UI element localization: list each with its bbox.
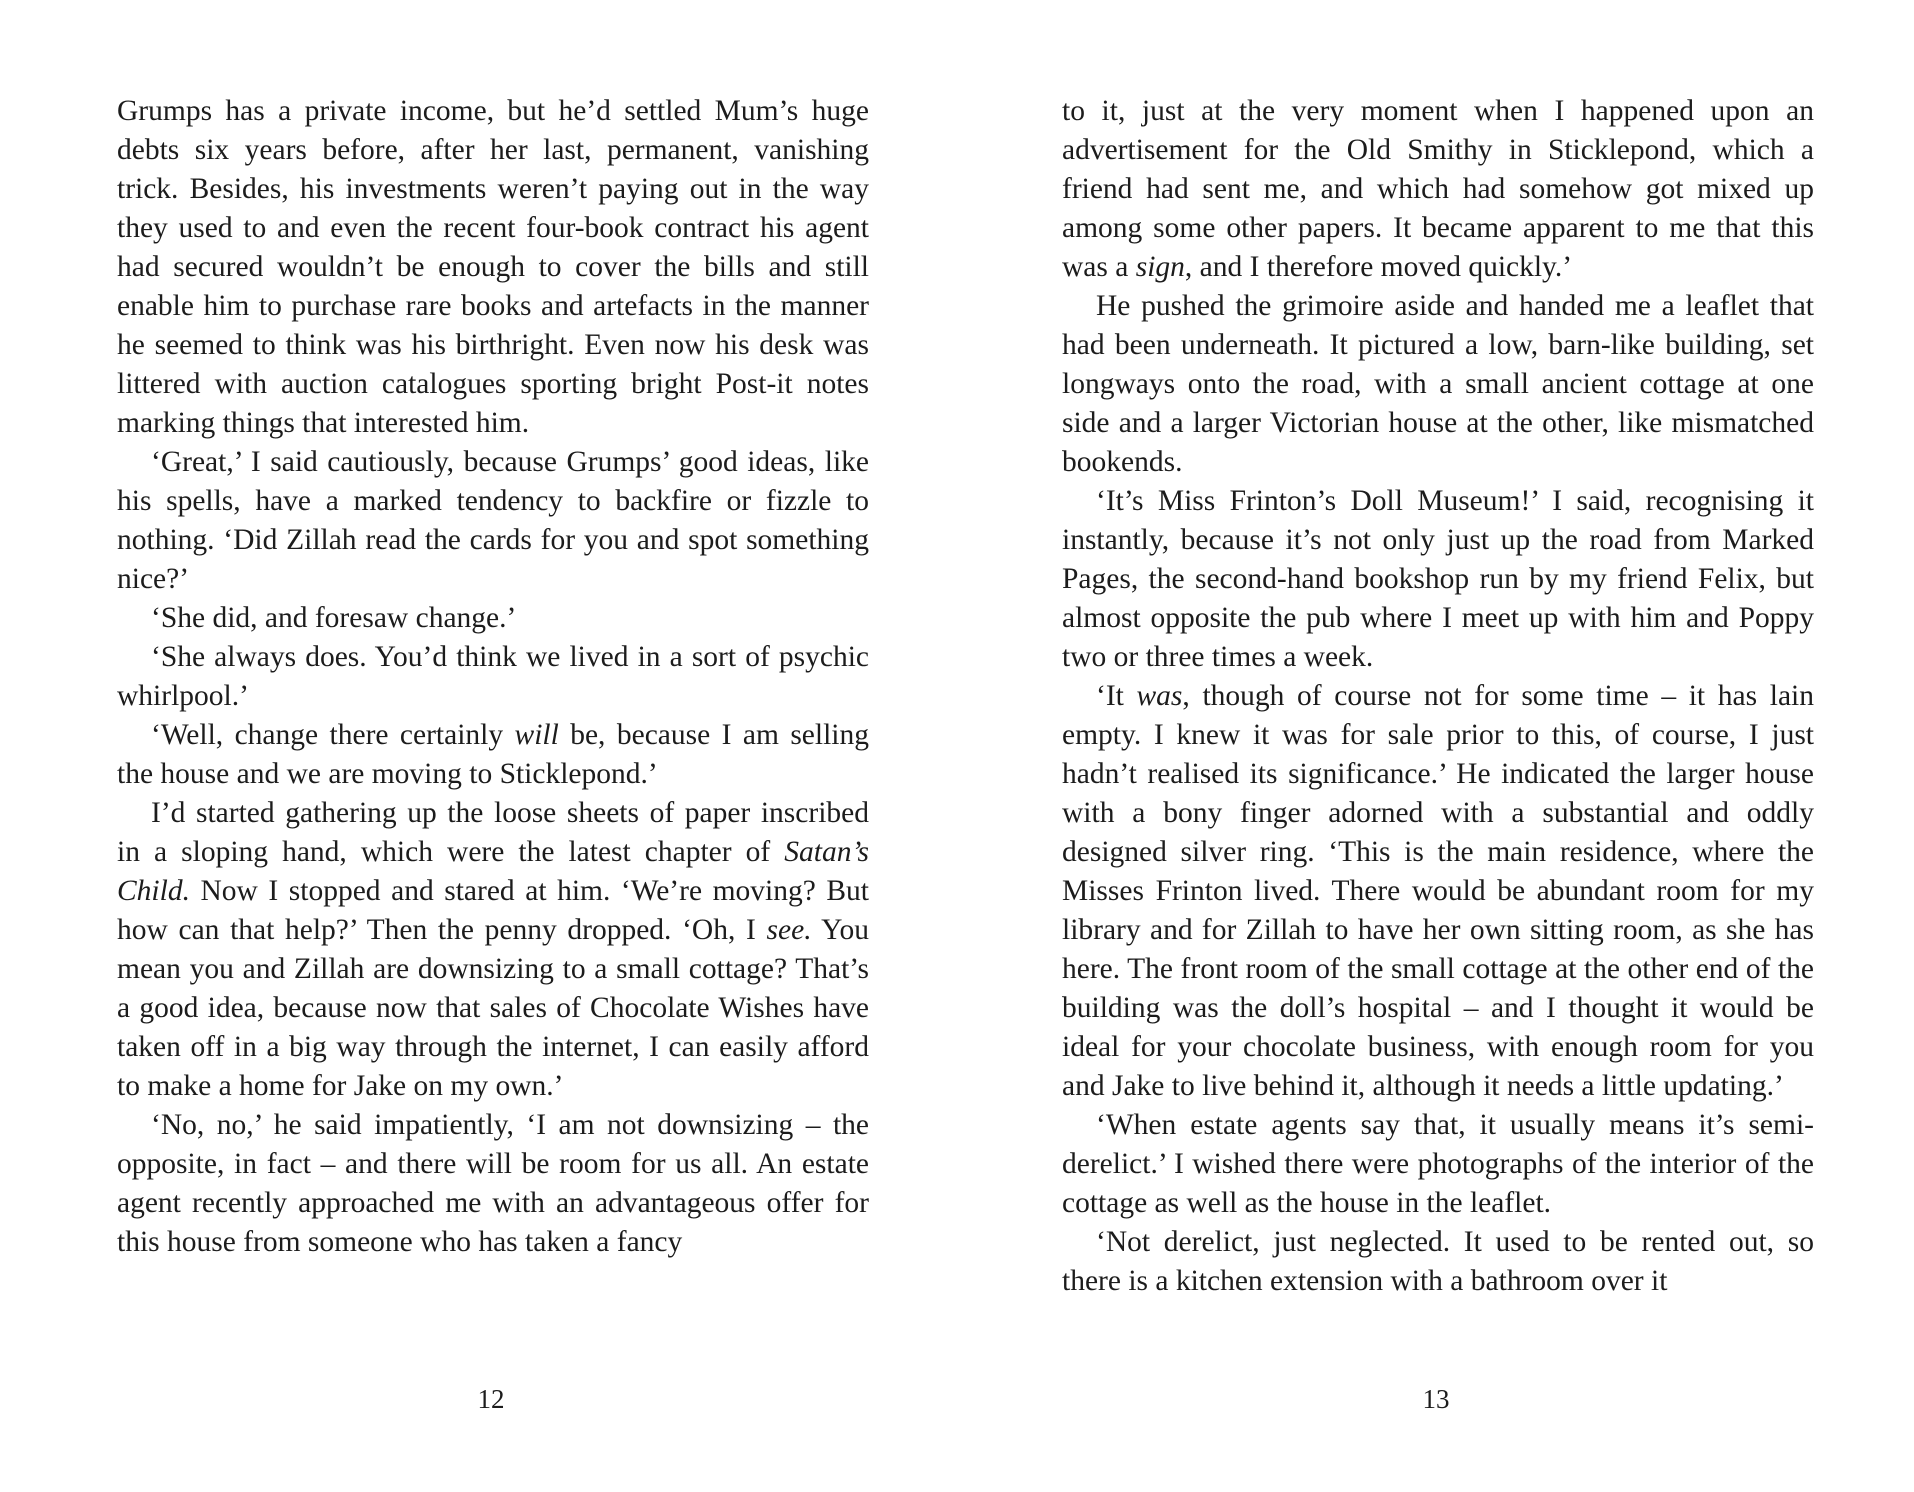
paragraph — [117, 1106, 869, 1262]
paragraph — [117, 794, 869, 1106]
text-run: ‘She did, and foresaw change.’ — [151, 602, 517, 634]
text-run: be, because I am selling the house and we are moving to Sticklepond.’ — [117, 719, 869, 790]
paragraph — [117, 443, 869, 599]
paragraph — [1062, 92, 1814, 287]
italic-text-run: sign — [1135, 251, 1185, 283]
italic-text-run: will — [514, 719, 559, 751]
text-run: You mean you and Zillah are downsizing to a small cottage? That’s a good idea, because now that sales of Chocolate Wishes have taken off in a big way through the internet, I can easily afford to make a home for Jake on my own.’ — [117, 914, 870, 1102]
text-run: ‘Great,’ I said cautiously, because Grumps’ good ideas, like his spells, have a marked tendency to backfire or fizzle to nothing. ‘Did Zillah read the cards for you and spot something nice?’ — [117, 446, 869, 595]
right-page — [1062, 92, 1814, 1301]
page-number-left: 12 — [477, 1384, 505, 1414]
paragraph — [117, 716, 869, 794]
paragraph — [1062, 677, 1814, 1106]
italic-text-run: see. — [766, 914, 812, 946]
text-run: ‘When estate agents say that, it usually means it’s semi-derelict.’ I wished there were photographs of the interior of the cottage as well as the house in the leaflet. — [1062, 1109, 1814, 1219]
paragraph — [117, 638, 869, 716]
left-page-body — [117, 92, 869, 1262]
text-run: He pushed the grimoire aside and handed me a leaflet that had been underneath. It pictured a low, barn-like building, set longways onto the road, with a small ancient cottage at one side and a larger Victorian house at the other, like mismatched bookends. — [1062, 290, 1814, 478]
text-run: ‘It — [1096, 680, 1137, 712]
text-run: ‘Not derelict, just neglected. It used to be rented out, so there is a kitchen extension with a bathroom over it — [1062, 1226, 1814, 1297]
text-run: to it, just at the very moment when I happened upon an advertisement for the Old Smithy in Sticklepond, which a friend had sent me, and which had somehow got mixed up among some other papers. It became apparent to me that this was a — [1062, 95, 1814, 283]
paragraph — [117, 92, 869, 443]
text-run: Grumps has a private income, but he’d settled Mum’s huge debts six years before, after her last, permanent, vanishing trick. Besides, his investments weren’t paying out in the way they used to and even the recent four-book contract his agent had secured wouldn’t be enough to cover the bills and still enable him to purchase rare books and artefacts in the manner he seemed to think was his birthright. Even now his desk was littered with auction catalogues sporting bright Post-it notes marking things that interested him. — [117, 95, 869, 439]
left-page — [117, 92, 869, 1262]
text-run: ‘She always does. You’d think we lived in a sort of psychic whirlpool.’ — [117, 641, 869, 712]
paragraph — [117, 599, 869, 638]
text-run: , though of course not for some time – it has lain empty. I knew it was for sale prior to this, of course, I just hadn’t realised its significance.’ He indicated the larger house with a bony finger adorned with a substantial and oddly designed silver ring. ‘This is the main residence, where the Misses Frinton lived. There would be abundant room for my library and for Zillah to have her own sitting room, as she has here. The front room of the small cottage at the other end of the building was the doll’s hospital – and I thought it would be ideal for your chocolate business, with enough room for you and Jake to live behind it, although it needs a little updating.’ — [1062, 680, 1814, 1102]
text-run: I’d started gathering up the loose sheets of paper inscribed in a sloping hand, which were the latest chapter of — [117, 797, 869, 868]
text-run: ‘Well, change there certainly — [151, 719, 515, 751]
paragraph — [1062, 1223, 1814, 1301]
text-run: Now I stopped and stared at him. ‘We’re moving? But how can that help?’ Then the penny dropped. ‘Oh, I — [117, 875, 869, 946]
paragraph — [1062, 287, 1814, 482]
paragraph — [1062, 1106, 1814, 1223]
text-run: ‘No, no,’ he said impatiently, ‘I am not downsizing – the opposite, in fact – and there will be room for us all. An estate agent recently approached me with an advantageous offer for this house from someone who has taken a fancy — [117, 1109, 869, 1258]
italic-text-run: Satan’s Child. — [117, 836, 869, 907]
text-run: , and I therefore moved quickly.’ — [1184, 251, 1573, 283]
right-page-body — [1062, 92, 1814, 1301]
text-run: ‘It’s Miss Frinton’s Doll Museum!’ I said, recognising it instantly, because it’s not only just up the road from Marked Pages, the second-hand bookshop run by my friend Felix, but almost opposite the pub where I meet up with him and Poppy two or three times a week. — [1062, 485, 1814, 673]
paragraph — [1062, 482, 1814, 677]
page-number-right: 13 — [1422, 1384, 1450, 1414]
italic-text-run: was — [1136, 680, 1183, 712]
